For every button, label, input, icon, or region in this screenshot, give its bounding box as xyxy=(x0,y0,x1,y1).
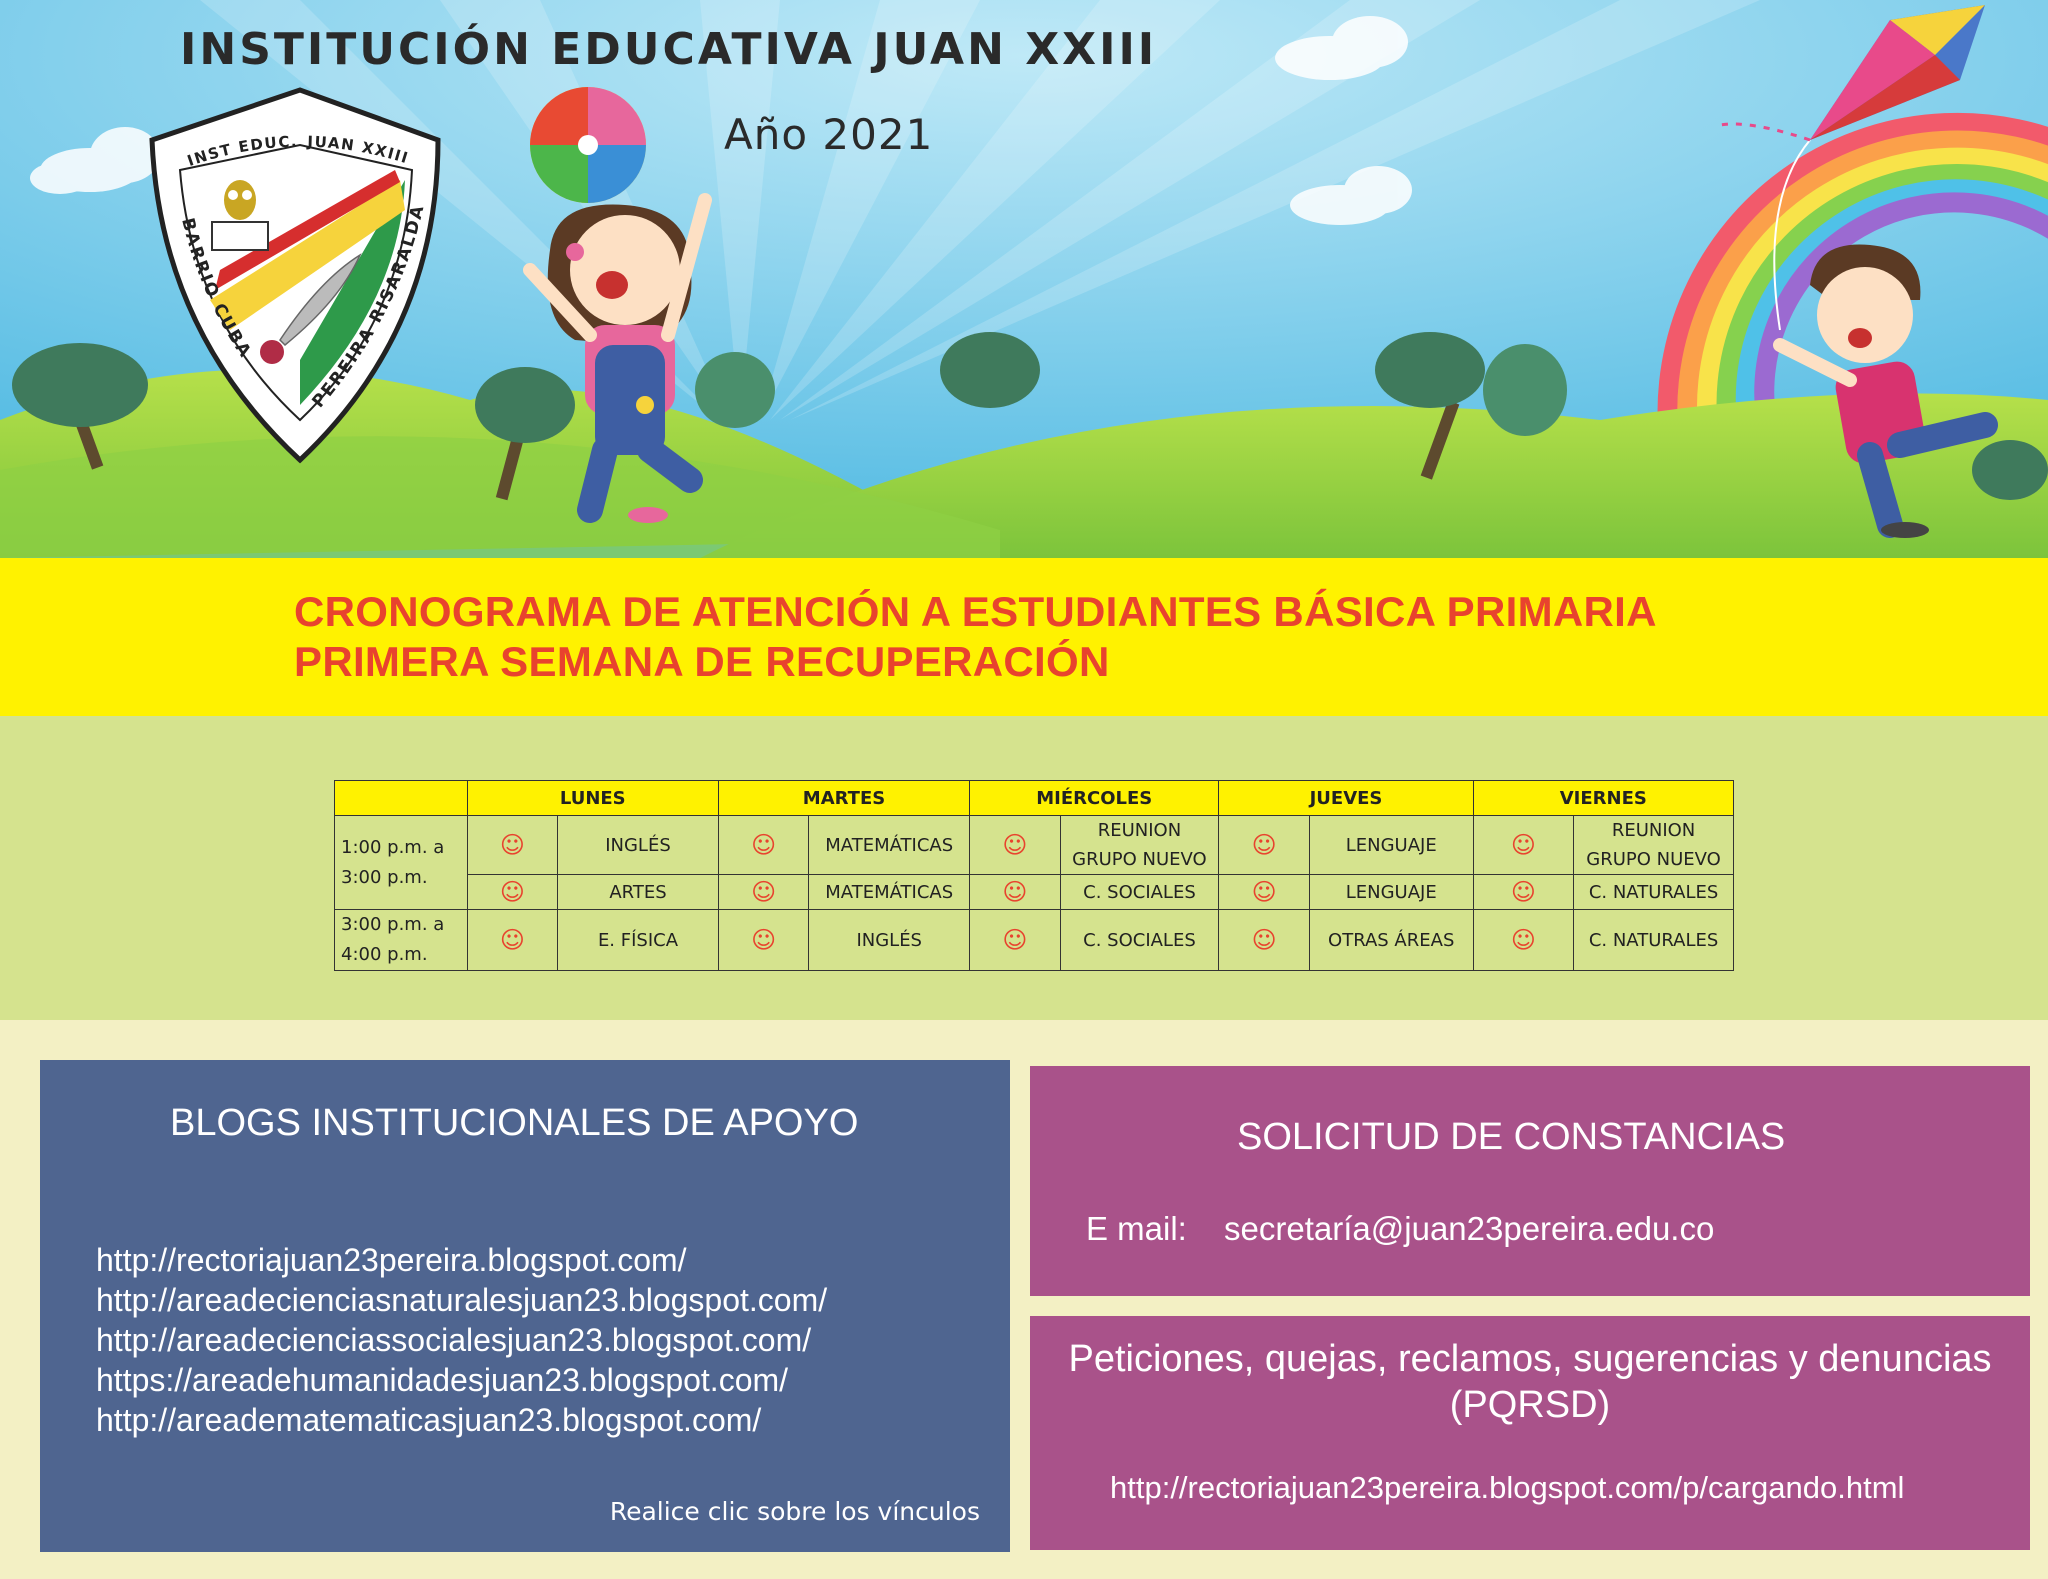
schedule-corner-cell xyxy=(335,781,468,816)
constancias-panel xyxy=(1030,1066,2030,1296)
subject-cell: ARTES xyxy=(558,875,719,910)
pqrsd-panel xyxy=(1030,1316,2030,1550)
svg-text:JUAN XXIII xyxy=(306,133,411,168)
subject-cell: LENGUAJE xyxy=(1309,875,1473,910)
smiley-icon: ☺ xyxy=(1473,816,1574,875)
crest-top-left-text: INST EDUC. xyxy=(184,132,299,171)
smiley-icon: ☺ xyxy=(467,875,557,910)
smiley-icon: ☺ xyxy=(1219,910,1309,971)
subject-cell: REUNION GRUPO NUEVO xyxy=(1060,816,1219,875)
subject-cell: LENGUAJE xyxy=(1309,816,1473,875)
subject-cell: C. NATURALES xyxy=(1574,910,1734,971)
pqrsd-title: Peticiones, quejas, reclamos, sugerencias y denuncias (PQRSD) xyxy=(1068,1338,1992,1426)
day-header: VIERNES xyxy=(1473,781,1733,816)
email-label: E mail: xyxy=(1086,1210,1187,1247)
subject-cell: C. NATURALES xyxy=(1574,875,1734,910)
school-year: Año 2021 xyxy=(724,110,934,159)
schedule-row xyxy=(335,816,1734,875)
blogs-title: BLOGS INSTITUCIONALES DE APOYO xyxy=(170,1102,859,1144)
schedule-title-line2: PRIMERA SEMANA DE RECUPERACIÓN xyxy=(294,638,1110,685)
day-header: LUNES xyxy=(467,781,718,816)
blog-link-humanidades[interactable]: https://areadehumanidadesjuan23.blogspot.com/ xyxy=(96,1362,789,1398)
smiley-icon: ☺ xyxy=(1473,910,1574,971)
smiley-icon: ☺ xyxy=(467,910,557,971)
smiley-icon: ☺ xyxy=(467,816,557,875)
smiley-icon: ☺ xyxy=(718,910,808,971)
day-header: MIÉRCOLES xyxy=(970,781,1219,816)
schedule-area xyxy=(0,716,2048,1020)
svg-text:BARRIO CUBA xyxy=(177,216,255,362)
subject-cell: REUNION GRUPO NUEVO xyxy=(1574,816,1734,875)
subject-cell: E. FÍSICA xyxy=(558,910,719,971)
pqrsd-link[interactable]: http://rectoriajuan23pereira.blogspot.com/p/cargando.html xyxy=(1110,1470,1905,1505)
smiley-icon: ☺ xyxy=(1219,816,1309,875)
schedule-title-line1: CRONOGRAMA DE ATENCIÓN A ESTUDIANTES BÁSICA PRIMARIA xyxy=(294,588,1657,635)
schedule-body xyxy=(335,816,1734,971)
crest-lettering xyxy=(0,0,2048,558)
smiley-icon: ☺ xyxy=(718,816,808,875)
blog-link-list xyxy=(96,1240,827,1440)
header-banner xyxy=(0,0,2048,558)
smiley-icon: ☺ xyxy=(1473,875,1574,910)
crest-right-text: PEREIRA RISARALDA xyxy=(308,201,429,412)
subject-cell: INGLÉS xyxy=(809,910,970,971)
time-slot-cell: 1:00 p.m. a 3:00 p.m. xyxy=(335,816,468,910)
schedule-header-row xyxy=(335,781,1734,816)
subject-cell: C. SOCIALES xyxy=(1060,910,1219,971)
smiley-icon: ☺ xyxy=(970,910,1060,971)
click-links-hint: Realice clic sobre los vínculos xyxy=(609,1497,980,1526)
school-name: INSTITUCIÓN EDUCATIVA JUAN XXIII xyxy=(180,24,1158,75)
crest-left-text: BARRIO CUBA xyxy=(177,215,256,363)
subject-cell: MATEMÁTICAS xyxy=(809,875,970,910)
smiley-icon: ☺ xyxy=(1219,875,1309,910)
svg-text:INST EDUC. xyxy=(185,132,298,170)
subject-cell: MATEMÁTICAS xyxy=(809,816,970,875)
blog-link-matematicas[interactable]: http://areadematematicasjuan23.blogspot.com/ xyxy=(96,1402,762,1438)
day-header: JUEVES xyxy=(1219,781,1473,816)
schedule-row xyxy=(335,910,1734,971)
blogs-panel xyxy=(40,1060,1010,1552)
blog-link-rectoria[interactable]: http://rectoriajuan23pereira.blogspot.com/ xyxy=(96,1242,687,1278)
schedule-row xyxy=(335,875,1734,910)
smiley-icon: ☺ xyxy=(970,875,1060,910)
secretaria-email[interactable]: secretaría@juan23pereira.edu.co xyxy=(1224,1210,1715,1247)
time-slot-cell: 3:00 p.m. a 4:00 p.m. xyxy=(335,910,468,971)
blog-link-ciencias-naturales[interactable]: http://areadecienciasnaturalesjuan23.blogspot.com/ xyxy=(96,1282,828,1318)
schedule-title-band xyxy=(0,558,2048,716)
subject-cell: C. SOCIALES xyxy=(1060,875,1219,910)
blog-link-ciencias-sociales[interactable]: http://areadecienciassocialesjuan23.blogspot.com/ xyxy=(96,1322,812,1358)
subject-cell: INGLÉS xyxy=(558,816,719,875)
subject-cell: OTRAS ÁREAS xyxy=(1309,910,1473,971)
schedule-table xyxy=(334,780,1734,971)
crest-top-right-text: JUAN XXIII xyxy=(307,132,412,168)
smiley-icon: ☺ xyxy=(970,816,1060,875)
smiley-icon: ☺ xyxy=(718,875,808,910)
constancias-title: SOLICITUD DE CONSTANCIAS xyxy=(1237,1116,1786,1158)
svg-text:PEREIRA RISARALDA xyxy=(308,202,428,412)
day-header: MARTES xyxy=(718,781,969,816)
email-row xyxy=(1086,1210,1714,1248)
